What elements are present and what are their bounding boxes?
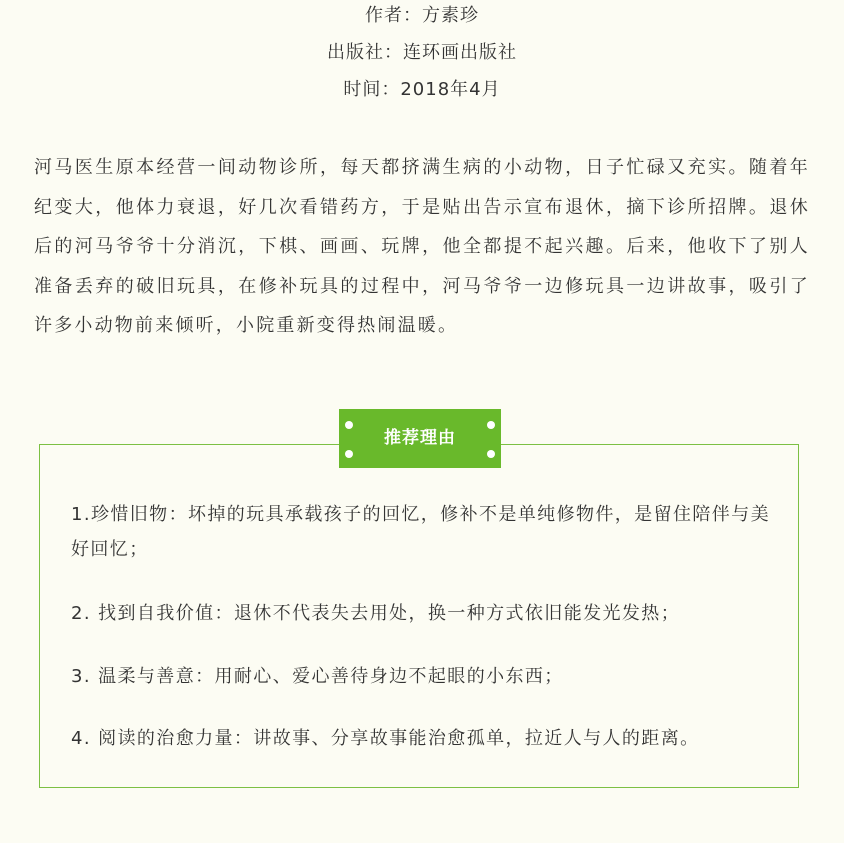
reasons-title: 推荐理由 [384,428,456,448]
reason-item: 1.珍惜旧物：坏掉的玩具承载孩子的回忆，修补不是单纯修物件，是留住陪伴与美好回忆； [71,504,770,560]
publish-time-line: 时间：2018年4月 [343,79,501,100]
book-summary: 河马医生原本经营一间动物诊所，每天都挤满生病的小动物，日子忙碌又充实。随着年纪变大，他体力衰退，好几次看错药方，于是贴出告示宣布退休，摘下诊所招牌。退休后的河马爷爷十分消沉，下棋、画画、玩牌，他全都提不起兴趣。后来，他收下了别人准备丢弃的破旧玩具，在修补玩具的过程中，河马爷爷一边修玩具一边讲故事，吸引了许多小动物前来倾听，小院重新变得热闹温暖。 [34,157,810,336]
reasons-badge [339,409,501,468]
author-line: 作者：方素珍 [365,5,479,26]
reason-item: 3. 温柔与善意：用耐心、爱心善待身边不起眼的小东西； [71,666,564,687]
reason-item: 4. 阅读的治愈力量：讲故事、分享故事能治愈孤单，拉近人与人的距离。 [71,728,700,749]
publisher-line: 出版社：连环画出版社 [327,42,517,63]
reason-item: 2. 找到自我价值：退休不代表失去用处，换一种方式依旧能发光发热； [71,603,681,624]
